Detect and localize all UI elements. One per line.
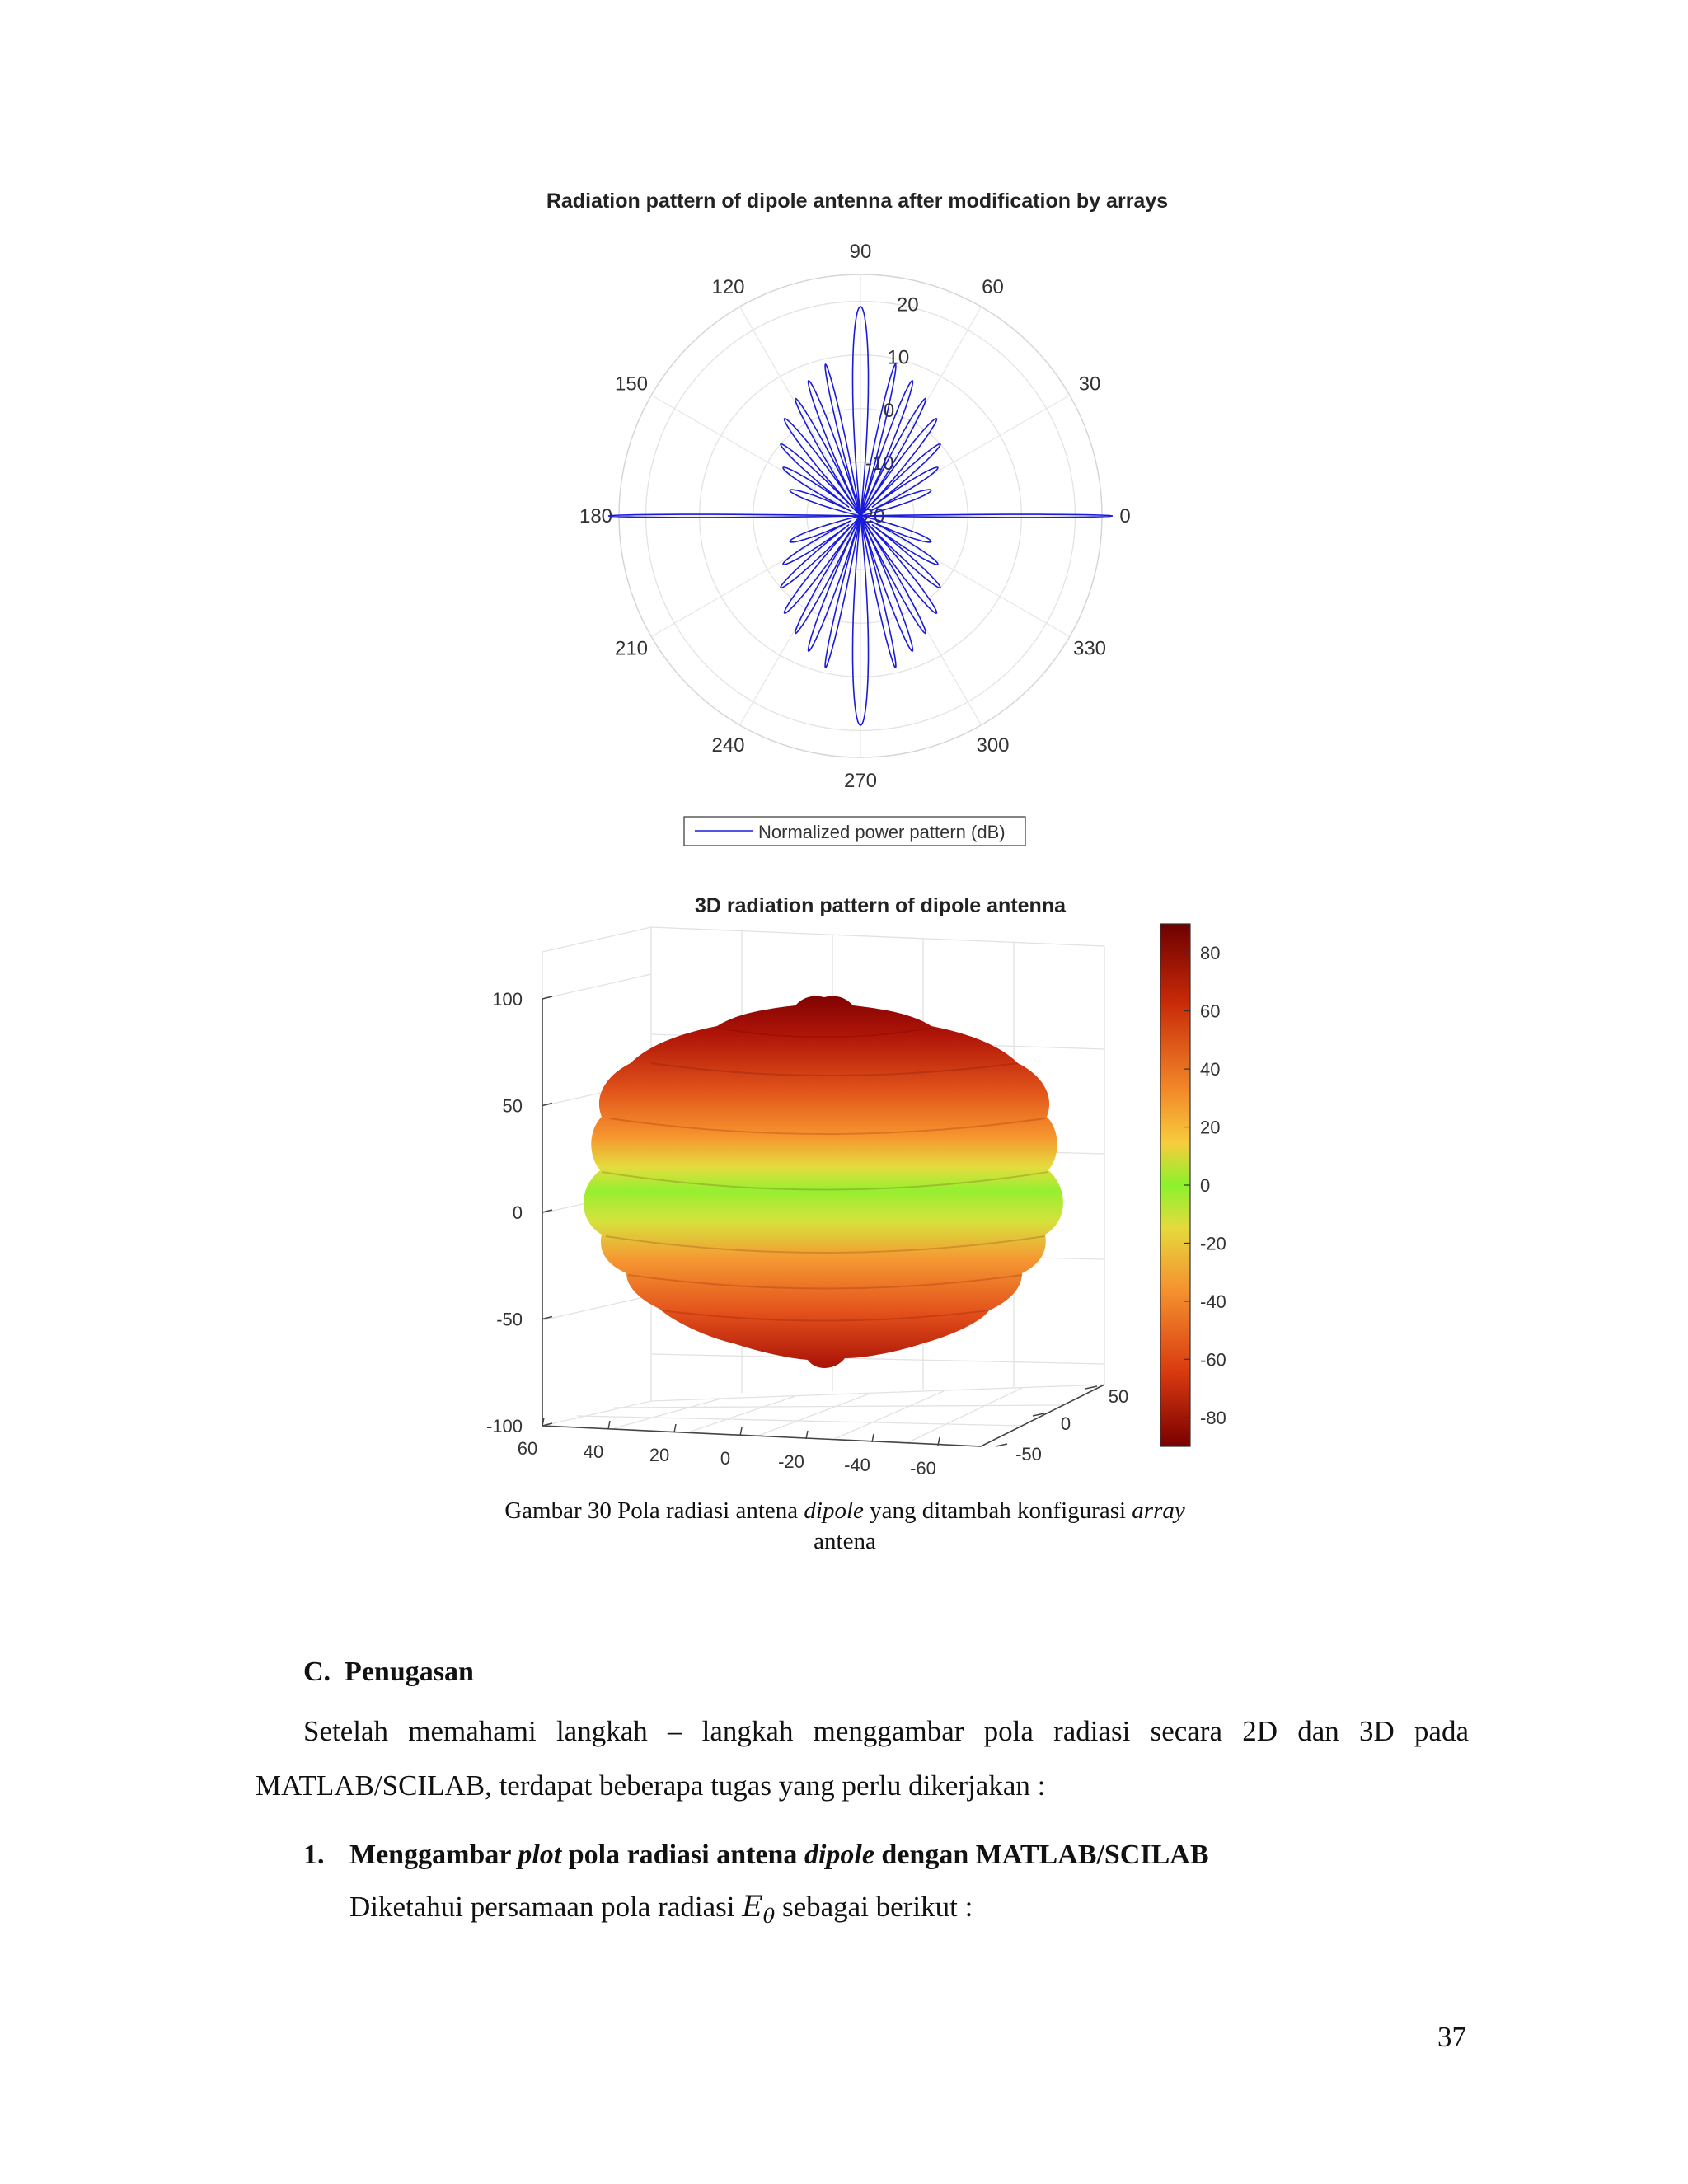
colorbar-tick-label-80: 80 — [1200, 943, 1221, 964]
x-tick-label--60: -60 — [910, 1458, 936, 1479]
polar-angle-label-300: 300 — [976, 733, 1010, 757]
task-1-body — [349, 1891, 973, 1928]
polar-plot — [0, 0, 1688, 874]
colorbar-tick-label--20: -20 — [1200, 1233, 1226, 1254]
y-tick-label--50: -50 — [1015, 1444, 1042, 1465]
page-number: 37 — [1437, 2021, 1466, 2053]
z-tick-label--50: -50 — [496, 1309, 523, 1330]
polar-angle-label-270: 270 — [843, 770, 878, 792]
section-heading: C. Penugasan — [303, 1657, 474, 1687]
caption-middle: yang ditambah konfigurasi — [863, 1497, 1132, 1524]
polar-angle-label-120: 120 — [711, 276, 745, 299]
task-1-italic-dipole: dipole — [804, 1840, 874, 1870]
x-tick-marks — [518, 1418, 940, 1479]
polar-angle-label-240: 240 — [711, 733, 745, 757]
y-tick-label-0: 0 — [1060, 1413, 1071, 1434]
e-theta-main: E — [742, 1891, 763, 1924]
colorbar-tick-label--60: -60 — [1200, 1349, 1226, 1371]
polar-legend-label: Normalized power pattern (dB) — [758, 822, 1006, 842]
colorbar-tick-label-40: 40 — [1200, 1059, 1221, 1080]
task-1-number: 1. — [303, 1840, 325, 1870]
figure-caption-line-2: antena — [814, 1528, 876, 1554]
polar-angle-label-180: 180 — [579, 505, 613, 527]
polar-radial-label-0: 0 — [883, 399, 895, 422]
x-tick-40 — [608, 1421, 610, 1429]
task-1-body-prefix: Diketahui persamaan pola radiasi — [349, 1891, 743, 1923]
polar-plot-title: Radiation pattern of dipole antenna after modification by arrays — [546, 190, 1169, 213]
task-1-text-3: dengan MATLAB/SCILAB — [874, 1840, 1209, 1870]
z-tick-label-100: 100 — [492, 989, 523, 1010]
polar-radial-label--20: -20 — [856, 505, 885, 527]
figure-caption-line-1 — [462, 1496, 1228, 1526]
colorbar-tick-label--80: -80 — [1200, 1407, 1226, 1428]
x-tick-20 — [674, 1424, 676, 1432]
task-1-text-2: pola radiasi antena — [561, 1840, 804, 1870]
z-tick-label-0: 0 — [512, 1202, 523, 1223]
task-1-text-1: Menggambar — [349, 1840, 518, 1870]
task-1-italic-plot: plot — [518, 1840, 562, 1870]
y-tick-50 — [1085, 1386, 1097, 1389]
x-tick-label--20: -20 — [778, 1451, 804, 1472]
polar-angle-label-330: 330 — [1072, 637, 1107, 660]
task-1-body-suffix: sebagai berikut : — [775, 1891, 973, 1923]
task-1-heading — [303, 1840, 1209, 1871]
x-tick-label-0: 0 — [720, 1448, 731, 1469]
caption-italic-dipole: dipole — [804, 1497, 864, 1524]
section-paragraph: Setelah memahami langkah – langkah menggambar pola radiasi secara 2D dan 3D pada MATLAB/SCILAB, terdapat beberapa tugas yang perlu dikerjakan : — [256, 1715, 1469, 1802]
figure-caption — [462, 1496, 1228, 1557]
polar-angle-label-90: 90 — [849, 241, 872, 263]
polar-angle-label-30: 30 — [1078, 373, 1101, 396]
polar-radial-label--10: -10 — [865, 452, 894, 475]
y-tick-label-50: 50 — [1108, 1386, 1129, 1407]
x-tick-label-60: 60 — [517, 1438, 538, 1459]
x-tick-label--40: -40 — [844, 1455, 870, 1475]
colorbar-tick-label--40: -40 — [1200, 1291, 1226, 1312]
x-tick-label-40: 40 — [583, 1441, 604, 1462]
polar-angle-label-210: 210 — [614, 637, 649, 660]
colorbar-tick-label-20: 20 — [1200, 1117, 1221, 1138]
polar-angle-label-60: 60 — [982, 276, 1004, 299]
caption-prefix: Gambar 30 Pola radiasi antena — [504, 1497, 804, 1524]
surface-plot-title: 3D radiation pattern of dipole antenna — [694, 894, 1067, 917]
e-theta-symbol — [742, 1891, 776, 1928]
radiation-surface — [569, 989, 1080, 1376]
polar-radial-label-10: 10 — [887, 346, 910, 369]
z-tick-label-50: 50 — [502, 1095, 523, 1117]
x-tick-label-20: 20 — [649, 1445, 670, 1465]
caption-italic-array: array — [1132, 1497, 1185, 1524]
x-tick-0 — [740, 1427, 742, 1436]
colorbar-tick-label-60: 60 — [1200, 1001, 1221, 1022]
colorbar-tick-label-0: 0 — [1200, 1175, 1211, 1196]
z-tick-label--100: -100 — [485, 1416, 523, 1436]
polar-angle-label-0: 0 — [1119, 505, 1131, 527]
surface-plot — [0, 874, 1688, 1492]
e-theta-sub: θ — [762, 1905, 776, 1928]
polar-radial-label-20: 20 — [896, 293, 919, 316]
y-tick--50 — [996, 1444, 1007, 1446]
polar-angle-label-150: 150 — [614, 373, 649, 396]
z-tick-100 — [542, 996, 552, 999]
